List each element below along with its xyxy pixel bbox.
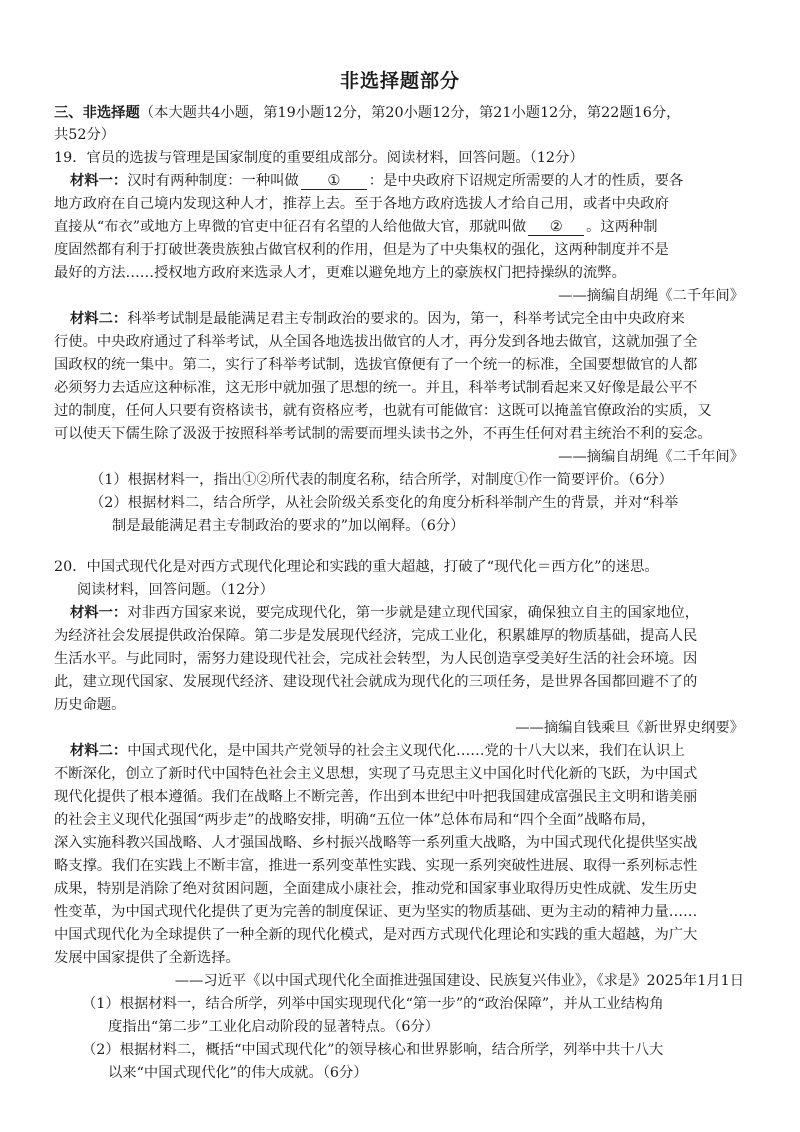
q20-material2-label: 材料二： bbox=[70, 743, 128, 759]
q19-m1-text-cont: ：是中央政府下诏规定所需要的人才的性质，要各 bbox=[368, 173, 684, 189]
q19-blank-1: ① bbox=[301, 173, 367, 190]
section-heading: 三、非选择题 bbox=[54, 105, 140, 121]
section-description: （本大题共4小题，第19小题12分，第20小题12分，第21小题12分，第22题16分， bbox=[139, 105, 681, 121]
q19-material2-label: 材料二： bbox=[70, 311, 128, 327]
q20-material2-line2: 不断深化，创立了新时代中国特色社会主义思想，实现了马克思主义中国化时代化新的飞跃，为中国式 bbox=[54, 766, 698, 782]
q20-material2-line7: 成果，特别是消除了绝对贫困问题，全面建成小康社会，推动党和国家事业取得历史性成就、发生历史 bbox=[54, 881, 698, 897]
q19-m2-text: 科举考试制是最能满足君主专制政治的要求的。因为，第一，科举考试完全由中央政府来 bbox=[127, 311, 685, 327]
q19-m1-text-l3-cont: 。这两种制 bbox=[586, 219, 658, 235]
q20-subquestion-1-line1: （1）根据材料一，结合所学，列举中国实现现代化“第一步”的“政治保障”，并从工业结构角 bbox=[82, 996, 664, 1012]
q19-material2-source: ——摘编自胡绳《二千年间》 bbox=[558, 449, 744, 465]
q19-material1-line1 bbox=[70, 171, 683, 191]
section-description-cont: 共52分） bbox=[54, 127, 116, 143]
q19-subquestion-2-line1: （2）根据材料二，结合所学，从社会阶级关系变化的角度分析科举制产生的背景，并对“科举 bbox=[90, 495, 679, 511]
q20-subquestion-2-line2: 以来“中国式现代化”的伟大成就。（6分） bbox=[108, 1065, 368, 1081]
q19-material2-line5: 过的制度，任何人只要有资格读书，就有资格应考，也就有可能做官：这既可以掩盖官僚政治的实质，又 bbox=[54, 403, 712, 419]
q20-material1-line4: 此，建立现代国家、发展现代经济、建设现代社会就成为现代化的三项任务，是世界各国都回避不了的 bbox=[54, 674, 698, 690]
q20-material2-line1 bbox=[70, 741, 685, 761]
q19-m1-text-l3: 直接从“布衣”或地方上卑微的官吏中征召有名望的人给他做大官，那就叫做 bbox=[54, 219, 527, 235]
q20-subquestion-2-line1: （2）根据材料二，概括“中国式现代化”的领导核心和世界影响，结合所学，列举中共十八大 bbox=[82, 1042, 664, 1058]
q20-material2-source: ——习近平《以中国式现代化全面推进强国建设、民族复兴伟业》，《求是》2025年1月1日 bbox=[174, 973, 744, 989]
q20-subquestion-1-line2: 度指出“第二步”工业化启动阶段的显著特点。（6分） bbox=[108, 1019, 440, 1035]
q20-material2-line6: 略支撑。我们在实践上不断丰富，推进一系列变革性实践、实现一系列突破性进展、取得一系列标志性 bbox=[54, 858, 698, 874]
q19-material2-line6: 可以使天下儒生除了汲汲于按照科举考试制的需要而埋头读书之外，不再生任何对君主统治不利的妄念。 bbox=[54, 426, 712, 442]
q19-subquestion-2-line2: 制是最能满足君主专制政治的要求的”加以阐释。（6分） bbox=[112, 518, 465, 534]
q19-material1-line2: 地方政府在自己境内发现这种人才，推荐上去。至于各地方政府选拔人才给自己用，或者中央政府 bbox=[54, 196, 669, 212]
q19-material1-line5: 最好的方法……授权地方政府来选录人才，更难以避免地方上的豪族权门把持操纵的流弊。 bbox=[54, 265, 626, 281]
q19-subquestion-1: （1）根据材料一，指出①②所代表的制度名称，结合所学，对制度①作一简要评价。（6分） bbox=[90, 472, 673, 488]
q19-material2-line2: 行使。中央政府通过了科举考试，从全国各地选拔出做官的人才，再分发到各地去做官，这就加强了全 bbox=[54, 334, 698, 350]
q19-material1-line4: 度固然都有利于打破世袭贵族独占做官权利的作用，但是为了中央集权的强化，这两种制度并不是 bbox=[54, 242, 669, 258]
q20-material2-line8: 性变革，为中国式现代化提供了更为完善的制度保证、更为坚实的物质基础、更为主动的精神力量…… bbox=[54, 904, 698, 920]
q19-blank-2: ② bbox=[528, 219, 584, 236]
q20-material2-line4: 的社会主义现代化强国“两步走”的战略安排，明确“五位一体”总体布局和“四个全面”战略布局， bbox=[54, 812, 656, 828]
q19-stem: 19．官员的选拔与管理是国家制度的重要组成部分。阅读材料，回答问题。（12分） bbox=[54, 150, 584, 166]
q20-material2-line10: 发展中国家提供了全新选择。 bbox=[54, 950, 240, 966]
section-heading-line bbox=[54, 103, 680, 123]
q20-material1-line1 bbox=[70, 603, 699, 623]
q19-material1-label: 材料一： bbox=[70, 173, 128, 189]
q20-stem-line2: 阅读材料，回答问题。（12分） bbox=[77, 582, 274, 598]
q20-material2-line9: 中国式现代化为全球提供了一种全新的现代化模式，是对西方式现代化理论和实践的重大超越，为广大 bbox=[54, 927, 698, 943]
q20-material2-line3: 现代化提供了根本遵循。我们在战略上不断完善，作出到本世纪中叶把我国建成富强民主文明和谐美丽 bbox=[54, 789, 698, 805]
q19-material1-line3 bbox=[54, 217, 658, 237]
q20-m2-text: 中国式现代化，是中国共产党领导的社会主义现代化……党的十八大以来，我们在认识上 bbox=[127, 743, 685, 759]
q19-material2-line3: 国政权的统一集中。第二，实行了科举考试制，选拔官僚便有了一个统一的标准，全国要想做官的人都 bbox=[54, 357, 698, 373]
q19-material1-source: ——摘编自胡绳《二千年间》 bbox=[558, 288, 744, 304]
q19-material2-line4: 必须努力去适应这种标准，这无形中就加强了思想的统一。并且，科举考试制看起来又好像是最公平不 bbox=[54, 380, 698, 396]
q20-stem-line1: 20．中国式现代化是对西方式现代化理论和实践的重大超越，打破了“现代化＝西方化”的迷思。 bbox=[54, 559, 659, 575]
q19-material2-line1 bbox=[70, 309, 685, 329]
q20-material1-line3: 生活水平。与此同时，需努力建设现代社会，完成社会转型，为人民创造享受美好生活的社会环境。因 bbox=[54, 651, 698, 667]
q20-m1-text: 对非西方国家来说，要完成现代化，第一步就是建立现代国家，确保独立自主的国家地位， bbox=[127, 605, 700, 621]
q20-material1-label: 材料一： bbox=[70, 605, 128, 621]
q20-material2-line5: 深入实施科教兴国战略、人才强国战略、乡村振兴战略等一系列重大战略，为中国式现代化提供坚实战 bbox=[54, 835, 698, 851]
q20-material1-source: ——摘编自钱乘旦《新世界史纲要》 bbox=[515, 720, 744, 736]
q20-material1-line5: 历史命题。 bbox=[54, 697, 126, 713]
q20-material1-line2: 为经济社会发展提供政治保障。第二步是发展现代经济，完成工业化，积累雄厚的物质基础，提高人民 bbox=[54, 628, 698, 644]
page-title: 非选择题部分 bbox=[339, 70, 460, 92]
q19-m1-text: 汉时有两种制度：一种叫做 bbox=[127, 173, 299, 189]
